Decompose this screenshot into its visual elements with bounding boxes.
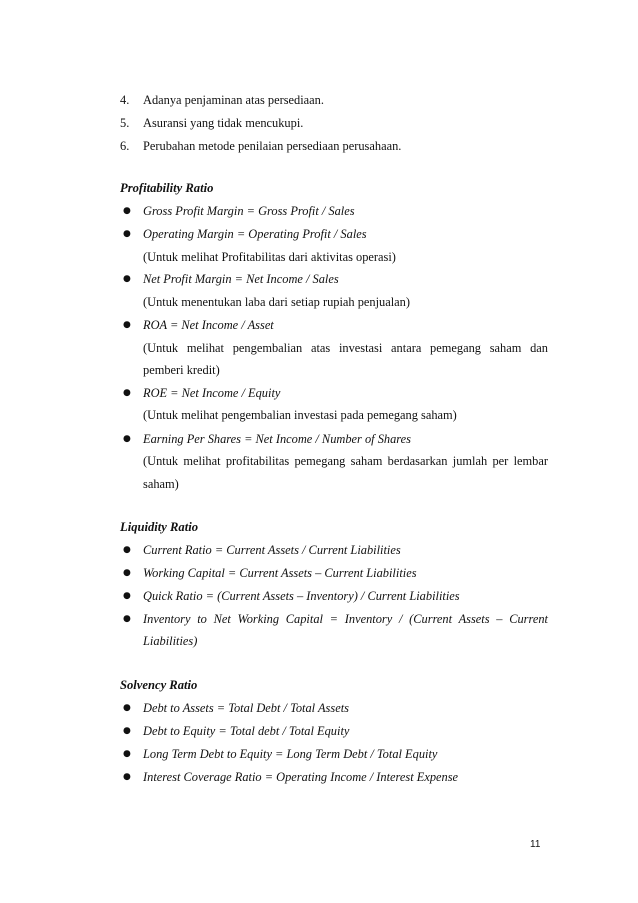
bullet-icon: ●: [123, 614, 131, 624]
bullet-icon: ●: [123, 568, 131, 578]
bullet-icon: ●: [123, 274, 131, 284]
note-text: (Untuk menentukan laba dari setiap rupiah penjualan): [143, 295, 410, 309]
bullet-icon: ●: [123, 591, 131, 601]
note-text: (Untuk melihat pengembalian atas investasi antara pemegang saham dan: [143, 341, 548, 355]
note-text: pemberi kredit): [143, 363, 220, 377]
page-number: 11: [530, 839, 541, 850]
list-number: 4.: [120, 93, 130, 107]
formula-text: Liabilities): [143, 634, 198, 648]
bullet-icon: ●: [123, 726, 131, 736]
liquidity-heading: Liquidity Ratio: [120, 520, 199, 534]
formula: Interest Coverage Ratio = Operating Income / Interest Expense: [143, 770, 459, 784]
bullet-icon: ●: [123, 749, 131, 759]
bullet-icon: ●: [123, 545, 131, 555]
list-text: Perubahan metode penilaian persediaan perusahaan.: [143, 139, 402, 153]
profitability-heading: Profitability Ratio: [120, 181, 214, 195]
list-text: Asuransi yang tidak mencukupi.: [143, 116, 304, 130]
bullet-icon: ●: [123, 434, 131, 444]
formula: Debt to Assets = Total Debt / Total Assets: [143, 701, 349, 715]
note-text: saham): [143, 477, 179, 491]
formula: Long Term Debt to Equity = Long Term Debt / Total Equity: [143, 747, 438, 761]
formula: Operating Margin = Operating Profit / Sales: [143, 227, 367, 241]
formula: Working Capital = Current Assets – Current Liabilities: [143, 566, 417, 580]
formula: Current Ratio = Current Assets / Current Liabilities: [143, 543, 401, 557]
bullet-icon: ●: [123, 772, 131, 782]
solvency-heading: Solvency Ratio: [120, 678, 198, 692]
note-text: (Untuk melihat pengembalian investasi pada pemegang saham): [143, 408, 457, 422]
bullet-icon: ●: [123, 388, 131, 398]
note-text: (Untuk melihat profitabilitas pemegang saham berdasarkan jumlah per lembar: [143, 454, 548, 468]
formula: Inventory to Net Working Capital = Inventory / (Current Assets – Current: [143, 612, 548, 626]
formula: Earning Per Shares = Net Income / Number of Shares: [143, 432, 411, 446]
formula: ROA = Net Income / Asset: [143, 318, 274, 332]
bullet-icon: ●: [123, 703, 131, 713]
list-number: 6.: [120, 139, 130, 153]
list-number: 5.: [120, 116, 130, 130]
formula: Gross Profit Margin = Gross Profit / Sales: [143, 204, 355, 218]
formula: ROE = Net Income / Equity: [143, 386, 281, 400]
list-text: Adanya penjaminan atas persediaan.: [143, 93, 324, 107]
formula: Quick Ratio = (Current Assets – Inventory) / Current Liabilities: [143, 589, 460, 603]
bullet-icon: ●: [123, 320, 131, 330]
formula: Debt to Equity = Total debt / Total Equity: [143, 724, 350, 738]
bullet-icon: ●: [123, 206, 131, 216]
formula: Net Profit Margin = Net Income / Sales: [143, 272, 339, 286]
note-text: (Untuk melihat Profitabilitas dari aktivitas operasi): [143, 250, 396, 264]
bullet-icon: ●: [123, 229, 131, 239]
